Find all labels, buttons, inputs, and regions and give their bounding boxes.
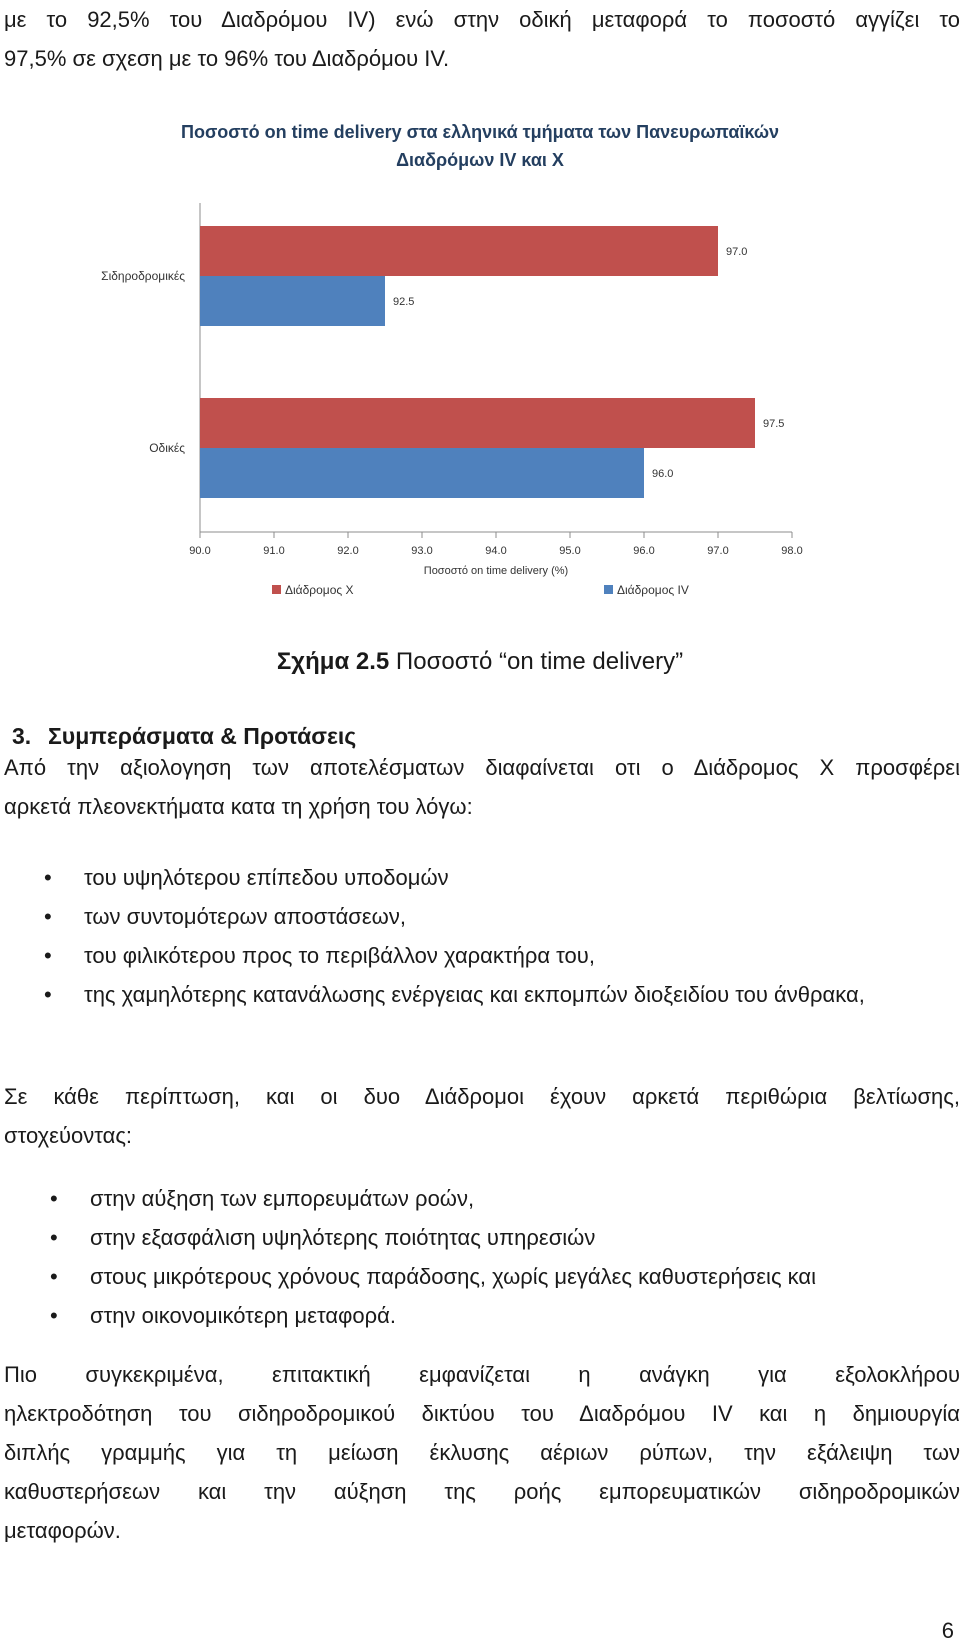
- bar-chart: [80, 108, 880, 638]
- paragraph-improvements: [4, 1077, 960, 1155]
- bar-value-label: 97.5: [763, 418, 785, 430]
- x-tick-label: 94.0: [485, 545, 507, 557]
- bar-value-label: 96.0: [652, 468, 674, 480]
- advantages-list: [44, 858, 960, 1014]
- x-axis-title: Ποσοστό on time delivery (%): [423, 565, 569, 577]
- caption-text: Ποσοστό “on time delivery”: [395, 648, 684, 675]
- page-number: 6: [941, 1618, 954, 1643]
- bar: [200, 276, 385, 326]
- x-tick-label: 95.0: [559, 545, 581, 557]
- list-item: • στην εξασφάλιση υψηλότερης ποιότητας υπηρεσιών: [50, 1218, 960, 1257]
- legend-label: Διάδρομος IV: [617, 583, 689, 597]
- list-item: • στους μικρότερους χρόνους παράδοσης, χωρίς μεγάλες καθυστερήσεις και: [50, 1257, 960, 1296]
- paragraph-specifics: [4, 1355, 960, 1550]
- bar: [200, 226, 718, 276]
- paragraph-line: διπλής γραμμής για τη μείωση έκλυσης αέριων ρύπων, την εξάλειψη των: [4, 1440, 960, 1465]
- x-tick-label: 92.0: [337, 545, 359, 557]
- x-tick-label: 91.0: [263, 545, 285, 557]
- list-item: • του υψηλότερου επίπεδου υποδομών: [44, 858, 960, 897]
- bar-value-label: 97.0: [726, 246, 748, 258]
- x-tick-label: 93.0: [411, 545, 433, 557]
- category-label: Σιδηροδρομικές: [101, 269, 185, 283]
- chart-svg: [80, 108, 880, 638]
- paragraph-line: αρκετά πλεονεκτήματα κατα τη χρήση του λόγω:: [4, 794, 473, 819]
- paragraph-line: ηλεκτροδότηση του σιδηροδρομικού δικτύου του Διαδρόμου IV και η δημιουργία: [4, 1401, 960, 1426]
- paragraph-conclusions: [4, 748, 960, 826]
- bar: [200, 448, 644, 498]
- list-item: • της χαμηλότερης κατανάλωσης ενέργειας και εκπομπών διοξειδίου του άνθρακα,: [44, 975, 960, 1014]
- legend-swatch: [604, 585, 613, 594]
- x-tick-label: 96.0: [633, 545, 655, 557]
- intro-line: 97,5% σε σχεση με το 96% του Διαδρόμου IV.: [4, 46, 450, 71]
- section-heading: [12, 723, 356, 750]
- list-item: • των συντομότερων αποστάσεων,: [44, 897, 960, 936]
- goals-list: [50, 1179, 960, 1335]
- caption-prefix: Σχήμα 2.5: [276, 648, 390, 675]
- figure-caption: [0, 648, 960, 676]
- x-tick-label: 90.0: [189, 545, 211, 557]
- bar: [200, 398, 755, 448]
- list-item: • στην οικονομικότερη μεταφορά.: [50, 1296, 960, 1335]
- intro-paragraph: [4, 0, 960, 78]
- paragraph-line: στοχεύοντας:: [4, 1123, 133, 1148]
- legend-label: Διάδρομος X: [285, 583, 354, 597]
- paragraph-line: Σε κάθε περίπτωση, και οι δυο Διάδρομοι έχουν αρκετά περιθώρια βελτίωσης,: [4, 1084, 960, 1109]
- paragraph-line: μεταφορών.: [4, 1518, 121, 1543]
- paragraph-line: Πιο συγκεκριμένα, επιτακτική εμφανίζεται η ανάγκη για εξολοκλήρου: [4, 1362, 960, 1387]
- chart-title: Ποσοστό on time delivery στα ελληνικά τμήματα των Πανευρωπαϊκών: [180, 122, 780, 142]
- paragraph-line: καθυστερήσεων και την αύξηση της ροής εμπορευματικών σιδηροδρομικών: [4, 1479, 960, 1504]
- list-item: • στην αύξηση των εμπορευμάτων ροών,: [50, 1179, 960, 1218]
- chart-title: Διαδρόμων IV και X: [396, 150, 564, 170]
- intro-line: με το 92,5% του Διαδρόμου IV) ενώ στην οδική μεταφορά το ποσοστό αγγίζει το: [4, 7, 960, 32]
- legend-swatch: [272, 585, 281, 594]
- list-item: • του φιλικότερου προς το περιβάλλον χαρακτήρα του,: [44, 936, 960, 975]
- section-number: 3.: [12, 723, 32, 749]
- paragraph-line: Από την αξιολογηση των αποτελέσματων διαφαίνεται οτι ο Διάδρομος Χ προσφέρει: [4, 755, 960, 780]
- section-title: Συμπεράσματα & Προτάσεις: [48, 723, 357, 749]
- category-label: Οδικές: [149, 441, 185, 455]
- x-tick-label: 98.0: [781, 545, 803, 557]
- x-tick-label: 97.0: [707, 545, 729, 557]
- bar-value-label: 92.5: [393, 296, 415, 308]
